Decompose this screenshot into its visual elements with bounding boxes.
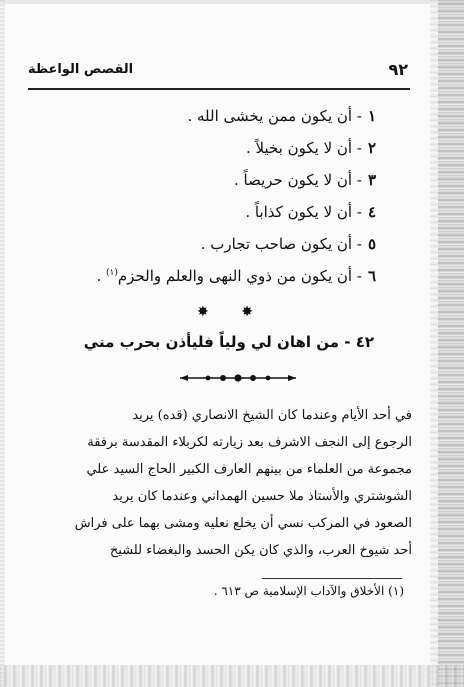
list-item-number: ٢ xyxy=(367,139,376,157)
paragraph-line: أحد شيوخ العرب، والذي كان يكن الحسد والبغضاء للشيخ xyxy=(109,543,412,558)
separator-flowers: ✸ ✸ xyxy=(197,304,267,320)
running-title: القصص الواعظة xyxy=(28,62,134,77)
list-item-text: - أن يكون من ذوي النهى والعلم والحزم xyxy=(117,267,362,285)
scan-edge-right xyxy=(438,0,464,687)
scan-edge-top xyxy=(0,0,464,4)
page-number: ٩٢ xyxy=(388,60,408,79)
section-title: ٤٢ - من اهان لي ولياً فليأذن بحرب مني xyxy=(83,333,374,351)
list-item-text: - أن لا يكون بخيلاً . xyxy=(245,139,362,157)
list-item-text: - أن يكون صاحب تجارب . xyxy=(200,235,362,253)
list-item-number: ١ xyxy=(367,107,376,125)
conditions-list xyxy=(60,100,376,292)
list-item-text: - أن لا يكون حريصاً . xyxy=(233,171,362,189)
paragraph-line: الصعود في المركب نسي أن يخلع نعليه ومشى بهما على فراش xyxy=(74,516,412,531)
divider-ornament xyxy=(178,372,298,384)
list-item xyxy=(60,164,376,196)
list-item xyxy=(60,132,376,164)
footnote-rule xyxy=(262,578,402,579)
list-item-suffix: . xyxy=(96,267,107,285)
list-item xyxy=(60,196,376,228)
scan-edge-left xyxy=(0,0,5,687)
list-item-number: ٥ xyxy=(367,235,376,253)
paragraph-line: الشوشتري والأستاذ ملا حسين الهمداني وعندما كان يريد xyxy=(112,489,412,504)
list-item xyxy=(60,228,376,260)
footnote-marker: (١) xyxy=(106,268,118,278)
header-rule xyxy=(28,88,410,90)
list-item-number: ٣ xyxy=(367,171,376,189)
scan-edge-right-inner xyxy=(430,0,438,687)
list-item-number: ٤ xyxy=(367,203,376,221)
paragraph-line: في أحد الأيام وعندما كان الشيخ الانصاري (قده) يريد xyxy=(132,408,412,423)
page-header xyxy=(28,56,408,88)
footnote: (١) الأخلاق والآداب الإسلامية ص ٦١٣ . xyxy=(213,584,404,598)
list-item xyxy=(60,100,376,132)
story-paragraph xyxy=(28,402,412,564)
list-item xyxy=(60,260,376,292)
list-item-text: - أن لا يكون كذاباً . xyxy=(245,203,362,221)
list-item-number: ٦ xyxy=(367,267,376,285)
scan-edge-bottom xyxy=(0,665,464,687)
paragraph-line: مجموعة من العلماء من بينهم العارف الكبير الحاج السيد علي xyxy=(86,462,412,477)
list-item-text: - أن يكون ممن يخشى الله . xyxy=(187,107,362,125)
paragraph-line: الرجوع إلى النجف الاشرف بعد زيارته لكربلاء المقدسة برفقة xyxy=(87,435,412,450)
